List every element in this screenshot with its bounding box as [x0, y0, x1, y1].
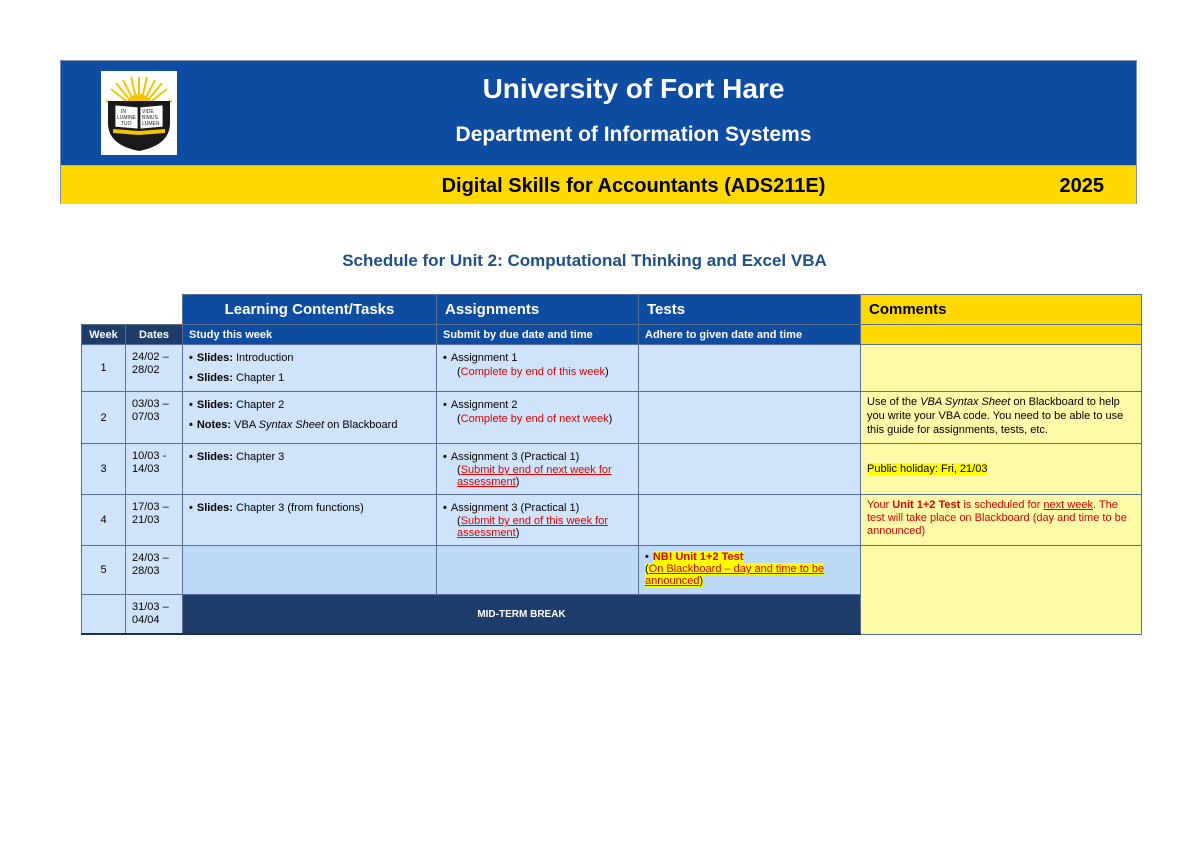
banner-yellow-section: [61, 165, 1136, 204]
content-item: • Slides: Chapter 1: [189, 371, 430, 385]
table-row: [82, 444, 1142, 495]
department-name: Department of Information Systems: [455, 123, 812, 146]
course-title: Digital Skills for Accountants (ADS211E): [441, 175, 826, 197]
subheader-study: Study this week: [183, 325, 437, 345]
week-number: 5: [82, 546, 126, 595]
learning-cell: [183, 546, 437, 595]
comments-cell: [861, 345, 1142, 392]
content-item: • Slides: Introduction: [189, 351, 430, 365]
header-comments: Comments: [861, 295, 1142, 325]
content-item: • Notes: VBA Syntax Sheet on Blackboard: [189, 418, 430, 432]
assignment-cell: [437, 392, 639, 444]
learning-cell: [183, 444, 437, 495]
comments-cell: Use of the VBA Syntax Sheet on Blackboard to help you write your VBA code. You need to be able to use this guide for assignments, tests, etc.: [861, 392, 1142, 444]
week-number: 4: [82, 495, 126, 546]
university-name: University of Fort Hare: [482, 73, 785, 104]
assignment-item: • Assignment 3 (Practical 1): [443, 501, 632, 515]
svg-text:IN: IN: [121, 109, 126, 115]
subheader-comments-blank: [861, 325, 1142, 345]
svg-text:LUMEN: LUMEN: [142, 121, 160, 127]
header-banner: [60, 60, 1137, 204]
assignment-cell: [437, 495, 639, 546]
week-number: 3: [82, 444, 126, 495]
header-learning: Learning Content/Tasks: [183, 295, 437, 325]
subheader-adhere: Adhere to given date and time: [639, 325, 861, 345]
comments-cell: [861, 546, 1142, 635]
comments-cell: Your Unit 1+2 Test is scheduled for next week. The test will take place on Blackboard (day and time to be announced): [861, 495, 1142, 546]
assignment-note: (Submit by end of this week for assessment): [457, 515, 609, 539]
test-item: • NB! Unit 1+2 Test: [645, 551, 854, 563]
tests-cell: [639, 392, 861, 444]
tests-cell: [639, 546, 861, 595]
table-row: [82, 546, 1142, 595]
subheader-row: [82, 325, 1142, 345]
schedule-table: [81, 294, 1142, 635]
svg-text:VIDE: VIDE: [142, 109, 154, 115]
assignment-note: (Complete by end of next week): [457, 413, 613, 425]
blank-cell: [82, 295, 126, 325]
header-assignments: Assignments: [437, 295, 639, 325]
content-item: • Slides: Chapter 2: [189, 398, 430, 412]
week-number: 1: [82, 345, 126, 392]
assignment-item: • Assignment 2: [443, 398, 632, 412]
learning-cell: [183, 495, 437, 546]
learning-cell: [183, 345, 437, 392]
midterm-break: MID-TERM BREAK: [183, 595, 861, 635]
svg-text:LUMINE: LUMINE: [117, 115, 136, 121]
assignment-note: (Submit by end of next week for assessment): [457, 464, 612, 488]
assignment-cell: [437, 546, 639, 595]
content-item: • Slides: Chapter 3 (from functions): [189, 501, 430, 515]
banner-blue-section: [61, 61, 1136, 165]
learning-cell: [183, 392, 437, 444]
header-tests: Tests: [639, 295, 861, 325]
week-dates: 31/03 – 04/04: [126, 595, 183, 635]
table-row: [82, 345, 1142, 392]
week-dates: 03/03 – 07/03: [126, 392, 183, 444]
subheader-dates: Dates: [126, 325, 183, 345]
content-item: • Slides: Chapter 3: [189, 450, 430, 464]
blank-cell: [126, 295, 183, 325]
assignment-note: (Complete by end of this week): [457, 366, 609, 378]
svg-text:TUO: TUO: [121, 121, 132, 127]
subheader-submit: Submit by due date and time: [437, 325, 639, 345]
assignment-item: • Assignment 1: [443, 351, 632, 365]
course-year: 2025: [1059, 175, 1104, 197]
comments-cell: Public holiday: Fri, 21/03: [861, 444, 1142, 495]
week-number: [82, 595, 126, 635]
assignment-item: • Assignment 3 (Practical 1): [443, 450, 632, 464]
week-dates: 24/03 – 28/03: [126, 546, 183, 595]
week-number: 2: [82, 392, 126, 444]
table-row: [82, 392, 1142, 444]
schedule-title: Schedule for Unit 2: Computational Thinking and Excel VBA: [342, 251, 827, 270]
week-dates: 17/03 – 21/03: [126, 495, 183, 546]
tests-cell: [639, 444, 861, 495]
assignment-cell: [437, 444, 639, 495]
week-dates: 24/02 – 28/02: [126, 345, 183, 392]
subheader-week: Week: [82, 325, 126, 345]
assignment-cell: [437, 345, 639, 392]
header-row: [82, 295, 1142, 325]
svg-text:BIMUS: BIMUS: [142, 115, 158, 121]
tests-cell: [639, 495, 861, 546]
table-row: [82, 495, 1142, 546]
test-note: (On Blackboard – day and time to be announced): [645, 563, 825, 587]
tests-cell: [639, 345, 861, 392]
week-dates: 10/03 - 14/03: [126, 444, 183, 495]
